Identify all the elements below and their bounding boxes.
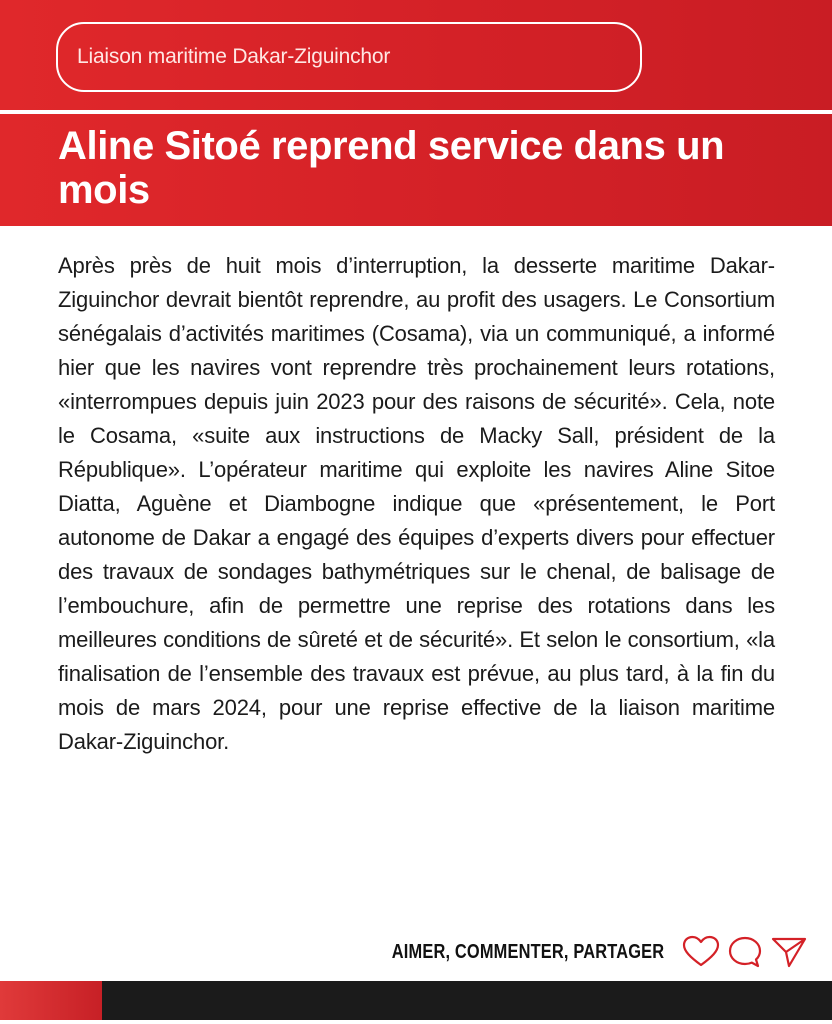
article-body: Après près de huit mois d’interruption, la desserte maritime Dakar-Ziguinchor devrait bientôt reprendre, au profit des usagers. Le Consortium sénégalais d’activités maritimes (Cosama), via un communiqué, a informé hier que les navires vont reprendre très prochainement leurs rotations, «interrompues depuis juin 2023 pour des raisons de sécurité». Cela, note le Cosama, «suite aux instructions de Macky Sall, président de la République». L’opérateur maritime qui exploite les navires Aline Sitoe Diatta, Aguène et Diambogne indique que «présentement, le Port autonome de Dakar a engagé des équipes d’experts divers pour effectuer des travaux de sondages bathymétriques sur le chenal, de balisage de l’embouchure, afin de permettre une reprise des rotations dans les meilleures conditions de sûreté et de sécurité». Et selon le consortium, «la finalisation de l’ensemble des travaux est prévue, au plus tard, à la fin du mois de mars 2024, pour une reprise effective de la liaison maritime Dakar-Ziguinchor. bbox=[58, 253, 775, 754]
header-banner bbox=[0, 0, 832, 226]
header-divider bbox=[0, 110, 832, 114]
engagement-bar bbox=[332, 934, 808, 970]
headline: Aline Sitoé reprend service dans un mois bbox=[58, 124, 725, 212]
cta-label: AIMER, COMMENTER, PARTAGER bbox=[391, 940, 664, 963]
heart-icon[interactable] bbox=[682, 935, 720, 969]
footer-dark-bar bbox=[102, 981, 832, 1020]
footer-accent-bar bbox=[0, 981, 102, 1020]
kicker-pill bbox=[56, 22, 642, 92]
kicker-text: Liaison maritime Dakar-Ziguinchor bbox=[77, 45, 391, 68]
comment-icon[interactable] bbox=[726, 935, 764, 969]
share-icon[interactable] bbox=[770, 935, 808, 969]
